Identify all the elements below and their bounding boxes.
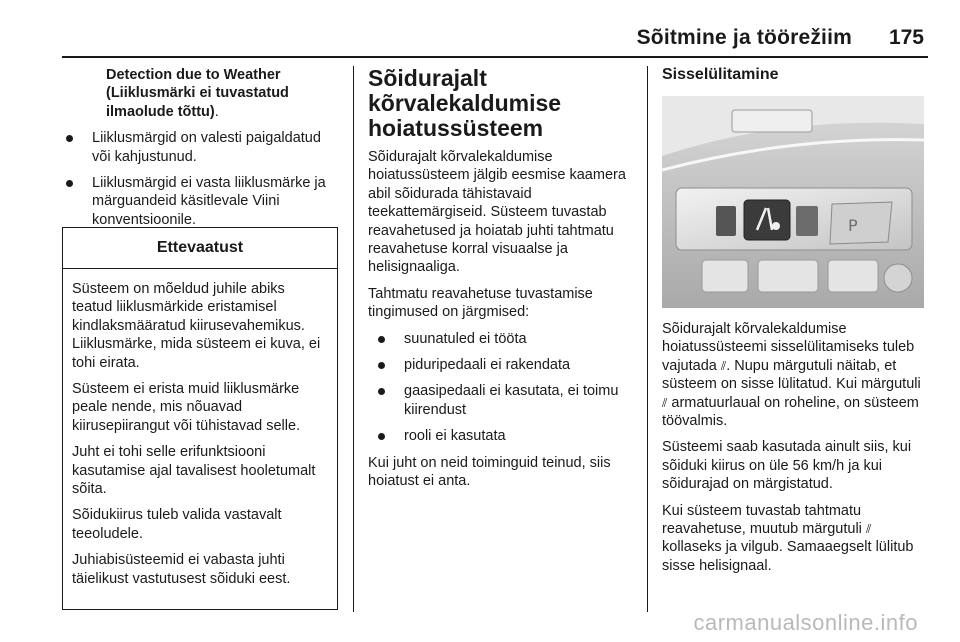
lane-departure-icon: ⫽: [865, 522, 872, 537]
right-column-body: [662, 320, 928, 583]
list-item: [374, 330, 638, 348]
section-heading: Sõidurajalt kõrvalekaldumise hoiatussüsteem: [368, 65, 562, 141]
page-header: [0, 0, 960, 58]
bullet-dot: [378, 388, 385, 395]
warning-paragraph: [662, 502, 928, 576]
watermark: carmanualsonline.info: [693, 610, 918, 635]
bullet-dot: [378, 362, 385, 369]
activation-text-b: . Nupu märgutuli näitab, et süsteem on sisse lülitatud. Kui märgutuli: [662, 357, 921, 393]
list-item-text: gaasipedaali ei kasutata, ei toimu kiirendust: [404, 383, 619, 418]
activation-paragraph: [662, 320, 928, 430]
caution-title: Ettevaatust: [63, 228, 337, 269]
subsection-heading: Sisselülitamine: [662, 66, 779, 83]
caution-paragraph: Süsteem on mõeldud juhile abiks teatud liiklusmärkide eristamisel kindlaksmääratud kiirusevahemikus. Liiklusmärke, mida süsteem ei kuva, ei tohi eirata.: [72, 281, 321, 371]
caution-paragraph: Juht ei tohi selle erifunktsiooni kasutamise ajal tavalisest hooletumalt sõita.: [72, 444, 316, 498]
list-item: [62, 129, 340, 166]
bullet-dot: [66, 135, 73, 142]
activation-text-c: armatuurlaual on roheline, on süsteem töövalmis.: [662, 394, 919, 430]
bullet-dot: [378, 433, 385, 440]
list-item-text: Liiklusmärgid on valesti paigaldatud või kahjustunud.: [92, 130, 321, 165]
activation-text-a: Sõidurajalt kõrvalekaldumise hoiatussüsteemi sisselülitamiseks tuleb vajutada: [662, 321, 915, 374]
continued-tail: .: [214, 103, 219, 120]
dashboard-button-photo: [662, 96, 924, 308]
bullet-dot: [66, 180, 73, 187]
caution-paragraph: Sõidukiirus tuleb valida vastavalt teeoludele.: [72, 507, 282, 542]
caution-paragraph: Juhiabisüsteemid ei vabasta juhti täielikust vastutusest sõiduki eest.: [72, 552, 291, 587]
caution-body: [63, 269, 337, 588]
caution-paragraph: Süsteem ei erista muid liiklusmärke peale nende, mis nõuavad kiirusepiirangut või tühistavad selle.: [72, 381, 301, 434]
list-item-text: Liiklusmärgid ei vasta liiklusmärke ja märguandeid käsitlevale Viini konventsioonile.: [92, 175, 326, 228]
list-item: [374, 356, 638, 374]
page-title: Sõitmine ja töörežiim: [636, 26, 852, 49]
caution-notice: [62, 227, 338, 610]
conditions-intro: Tahtmatu reavahetuse tuvastamise tingimused on järgmised:: [368, 285, 593, 321]
lane-departure-icon: ⫽: [720, 358, 727, 373]
header-rule: [62, 56, 928, 58]
page-number: 175: [888, 26, 924, 49]
warning-text-a: Kui süsteem tuvastab tahtmatu reavahetuse, muutub märgutuli: [662, 502, 862, 538]
dashboard-photo-illustration: [662, 96, 924, 308]
left-column: [62, 66, 340, 237]
left-bullet-list: [62, 129, 340, 229]
park-button-label: P: [848, 216, 858, 235]
column-divider-left: [353, 66, 354, 612]
list-item-text: suunatuled ei tööta: [404, 330, 527, 347]
list-item: [374, 382, 638, 419]
column-divider-right: [647, 66, 648, 612]
warning-text-b: kollaseks ja vilgub. Samaaegselt lülitub sisse helisignaal.: [662, 539, 914, 574]
list-item-text: rooli ei kasutata: [404, 428, 506, 445]
right-column-heading-wrap: [662, 66, 928, 94]
intro-paragraph: Sõidurajalt kõrvalekaldumise hoiatussüsteem jälgib eesmise kaamera abil sõidurada tähistavaid teekattemärgiseid. Süsteem tuvastab reavahetused ja hoiatab juhti tahtmatu reavahetuse korral visuaalse ja helisignaaliga.: [368, 149, 626, 276]
list-item-text: piduripedaali ei rakendata: [404, 357, 571, 374]
list-item: [62, 174, 340, 229]
list-item: [374, 427, 638, 445]
middle-column: [368, 66, 638, 499]
continued-bold-text: Detection due to Weather (Liiklusmärki ei tuvastatud ilmaolude tõttu): [106, 67, 289, 120]
continued-paragraph: [62, 66, 340, 121]
conditions-list: [374, 330, 638, 446]
lane-departure-icon: ⫽: [662, 395, 668, 410]
outro-paragraph: Kui juht on neid toiminguid teinud, siis hoiatust ei anta.: [368, 454, 611, 490]
bullet-dot: [378, 336, 385, 343]
speed-condition-paragraph: Süsteemi saab kasutada ainult siis, kui sõiduki kiirus on üle 56 km/h ja kui sõidurajad on märgistatud.: [662, 439, 912, 493]
